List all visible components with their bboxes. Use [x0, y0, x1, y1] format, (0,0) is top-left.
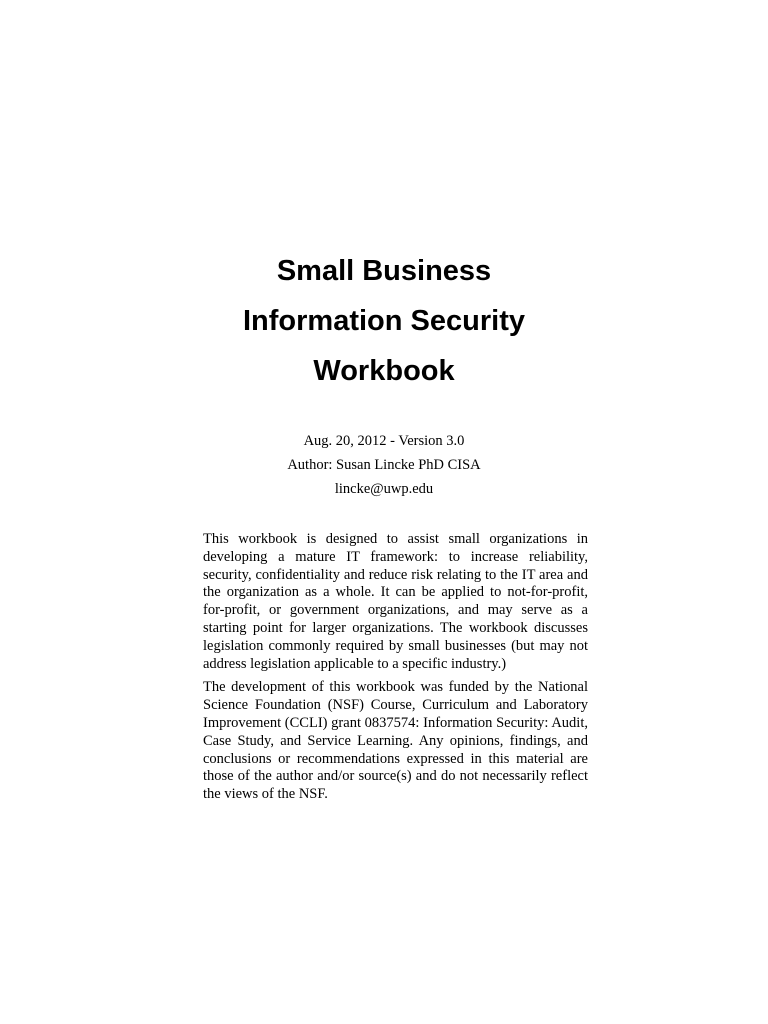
title-line-1: Small Business [276, 255, 492, 287]
document-title [0, 246, 768, 396]
intro-paragraph: This workbook is designed to assist small organizations in developing a mature IT framework: to increase reliability, security, confidentiality and reduce risk relating to the IT area and the organization as a whole. It can be applied to not-for-profit, for-profit, or government organizations, and may serve as a starting point for larger organizations. The workbook discusses legislation commonly required by small businesses (but may not address legislation applicable to a specific industry.) [203, 531, 588, 672]
date-version: Aug. 20, 2012 - Version 3.0 [303, 433, 465, 449]
title-line-3: Workbook [313, 355, 455, 387]
author-line: Author: Susan Lincke PhD CISA [287, 457, 481, 473]
title-line-2: Information Security [243, 305, 525, 337]
author-email: lincke@uwp.edu [334, 481, 434, 497]
document-meta [0, 429, 768, 501]
document-body [203, 531, 588, 810]
funding-paragraph: The development of this workbook was funded by the National Science Foundation (NSF) Course, Curriculum and Laboratory Improvement (CCLI) grant 0837574: Information Security: Audit, Case Study, and Service Learning. Any opinions, findings, and conclusions or recommendations expressed in this material are those of the author and/or source(s) and do not necessarily reflect the views of the NSF. [203, 679, 588, 803]
